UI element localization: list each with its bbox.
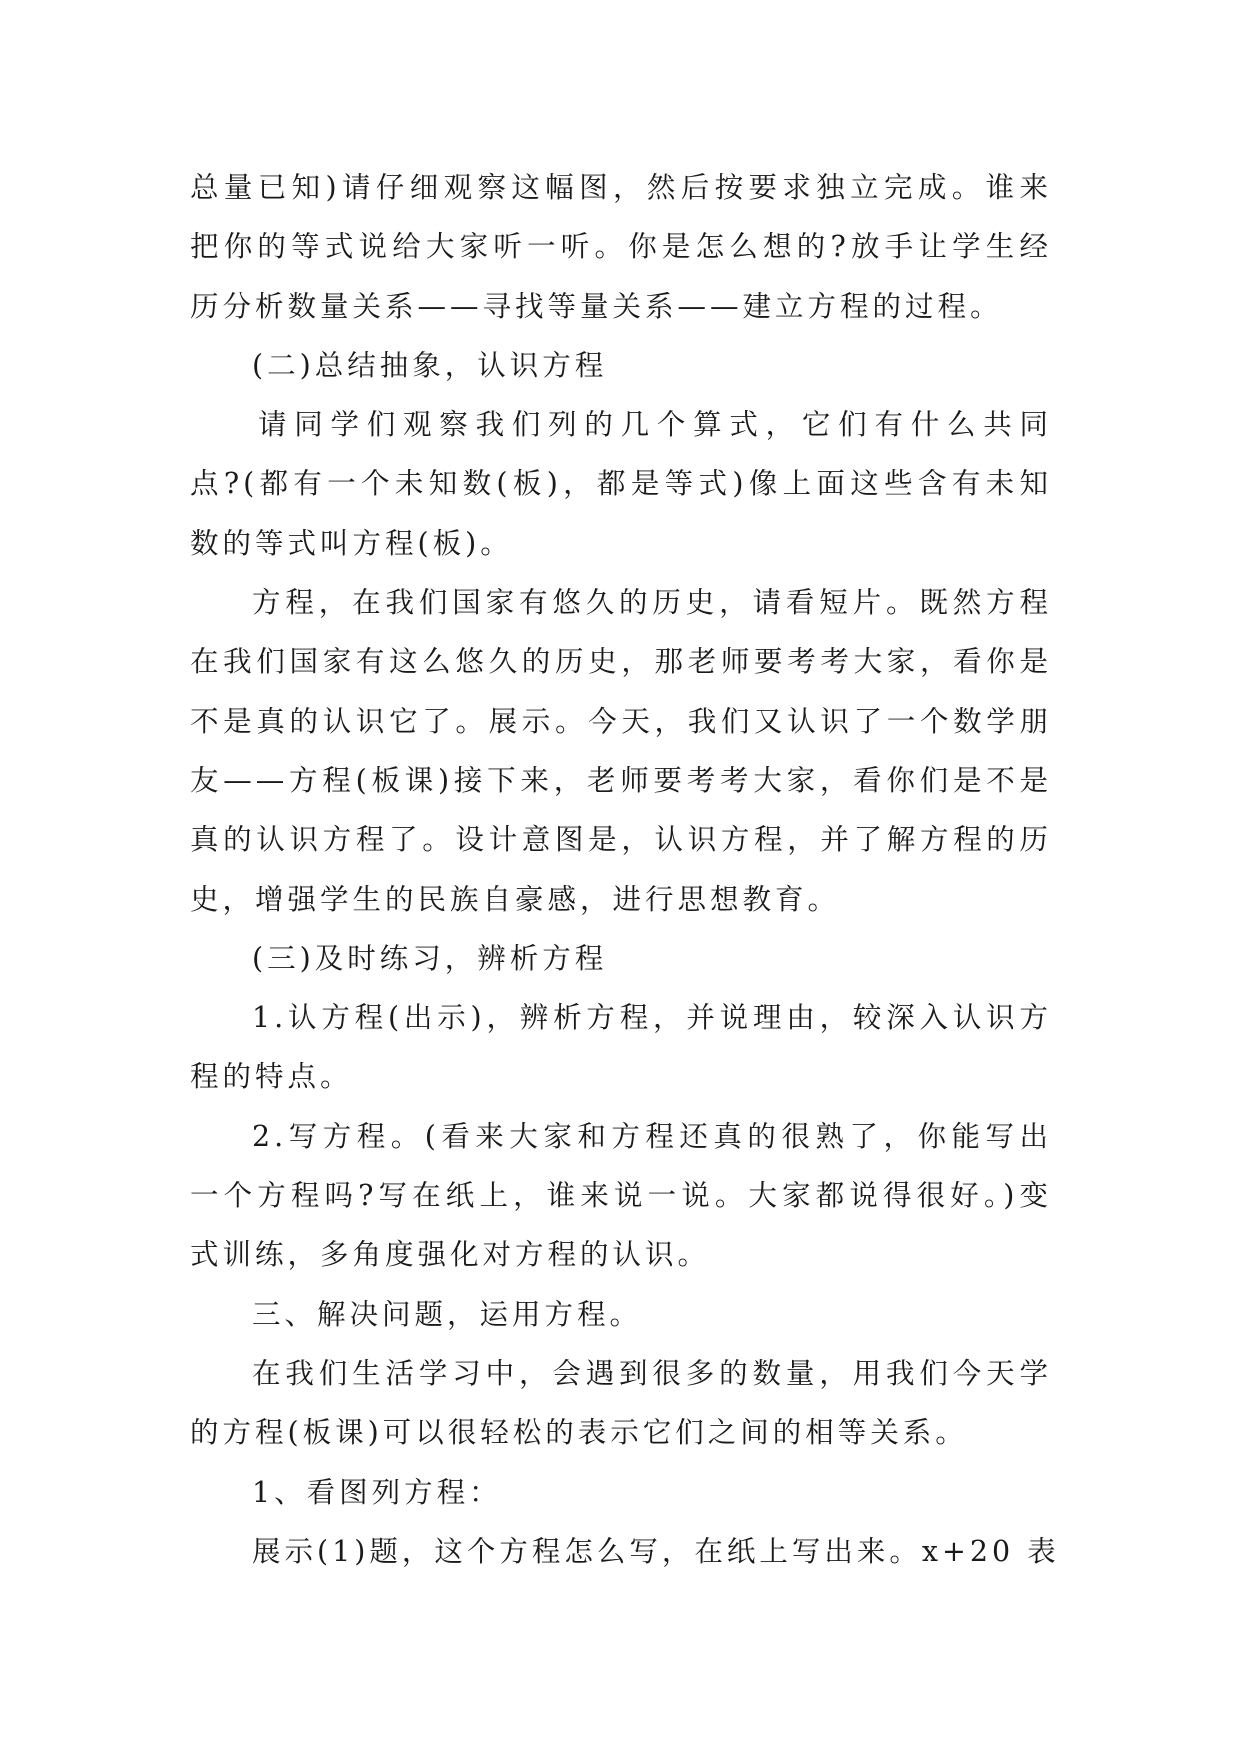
text-line: 展示(1)题，这个方程怎么写，在纸上写出来。x+20 表: [252, 1534, 1060, 1568]
text-line: 式训练，多角度强化对方程的认识。: [190, 1238, 711, 1272]
text-line: 史，增强学生的民族自豪感，进行思想教育。: [190, 882, 841, 916]
text-line: 总量已知)请仔细观察这幅图，然后按要求独立完成。谁来: [190, 171, 1052, 204]
section-heading: 三、解决问题，运用方程。: [252, 1297, 643, 1331]
text-line: 一个方程吗?写在纸上，谁来说一说。大家都说得很好。)变: [190, 1179, 1052, 1213]
text-line: 历分析数量关系——寻找等量关系——建立方程的过程。: [190, 289, 1003, 323]
document-body: [190, 158, 1060, 1581]
section-heading: (三)及时练习，辨析方程: [252, 941, 608, 975]
text-line: 数的等式叫方程(板)。: [190, 526, 513, 560]
text-line: 不是真的认识它了。展示。今天，我们又认识了一个数学朋: [190, 704, 1052, 738]
text-line: 请同学们观察我们列的几个算式，它们有什么共同: [258, 408, 1052, 442]
text-line: 1.认方程(出示)，辨析方程，并说理由，较深入认识方: [252, 1001, 1052, 1035]
text-line: 友——方程(板课)接下来，老师要考考大家，看你们是不是: [190, 763, 1052, 797]
text-line: 在我们生活学习中，会遇到很多的数量，用我们今天学: [252, 1356, 1052, 1390]
text-line: 真的认识方程了。设计意图是，认识方程，并了解方程的历: [190, 823, 1052, 857]
text-line: 方程，在我们国家有悠久的历史，请看短片。既然方程: [252, 586, 1052, 620]
text-line: 点?(都有一个未知数(板)，都是等式)像上面这些含有未知: [190, 467, 1052, 501]
text-line: 把你的等式说给大家听一听。你是怎么想的?放手让学生经: [190, 230, 1052, 264]
subsection-heading: 1、看图列方程：: [252, 1475, 502, 1509]
text-line: 2.写方程。(看来大家和方程还真的很熟了，你能写出: [252, 1119, 1052, 1153]
text-line: 程的特点。: [190, 1060, 353, 1094]
text-line: 的方程(板课)可以很轻松的表示它们之间的相等关系。: [190, 1416, 968, 1450]
text-line: 在我们国家有这么悠久的历史，那老师要考考大家，看你是: [190, 645, 1052, 679]
section-heading: (二)总结抽象，认识方程: [252, 348, 608, 382]
